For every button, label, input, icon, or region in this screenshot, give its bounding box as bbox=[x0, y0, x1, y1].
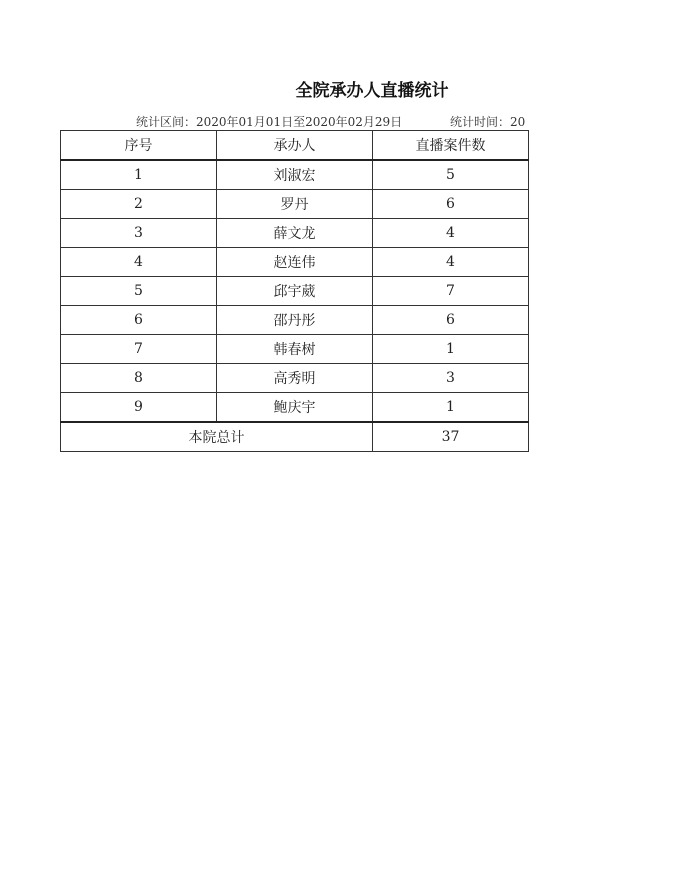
row-index-cell: 5 bbox=[61, 277, 217, 306]
handler-name-cell: 刘淑宏 bbox=[217, 160, 373, 190]
case-count-cell: 6 bbox=[373, 306, 529, 335]
total-count: 37 bbox=[373, 422, 529, 452]
case-count-cell: 4 bbox=[373, 248, 529, 277]
case-count-cell: 1 bbox=[373, 335, 529, 364]
row-index-cell: 7 bbox=[61, 335, 217, 364]
handler-name-cell: 邵丹彤 bbox=[217, 306, 373, 335]
table-row bbox=[61, 277, 529, 306]
table-row bbox=[61, 219, 529, 248]
handler-name-cell: 赵连伟 bbox=[217, 248, 373, 277]
table-row bbox=[61, 190, 529, 219]
column-header-index: 序号 bbox=[61, 131, 217, 161]
total-row bbox=[61, 422, 529, 452]
handler-name-cell: 邱宇葳 bbox=[217, 277, 373, 306]
case-count-cell: 3 bbox=[373, 364, 529, 393]
total-label: 本院总计 bbox=[61, 422, 373, 452]
table-row bbox=[61, 335, 529, 364]
case-count-cell: 4 bbox=[373, 219, 529, 248]
table-row bbox=[61, 248, 529, 277]
row-index-cell: 8 bbox=[61, 364, 217, 393]
case-count-cell: 7 bbox=[373, 277, 529, 306]
table-header-row bbox=[61, 131, 529, 161]
column-header-handler: 承办人 bbox=[217, 131, 373, 161]
table-row bbox=[61, 393, 529, 423]
table-row bbox=[61, 160, 529, 190]
row-index-cell: 2 bbox=[61, 190, 217, 219]
handler-name-cell: 高秀明 bbox=[217, 364, 373, 393]
handler-name-cell: 薛文龙 bbox=[217, 219, 373, 248]
row-index-cell: 1 bbox=[61, 160, 217, 190]
case-count-cell: 5 bbox=[373, 160, 529, 190]
statistics-table bbox=[60, 130, 529, 452]
stat-range-label: 统计区间：2020年01月01日至2020年02月29日 bbox=[136, 115, 403, 129]
handler-name-cell: 罗丹 bbox=[217, 190, 373, 219]
row-index-cell: 9 bbox=[61, 393, 217, 423]
handler-name-cell: 鲍庆宇 bbox=[217, 393, 373, 423]
column-header-case-count: 直播案件数 bbox=[373, 131, 529, 161]
table-row bbox=[61, 364, 529, 393]
stat-time-label: 统计时间：20 bbox=[450, 115, 526, 129]
page-title: 全院承办人直播统计 bbox=[295, 81, 449, 101]
table-row bbox=[61, 306, 529, 335]
table-body bbox=[61, 160, 529, 422]
case-count-cell: 1 bbox=[373, 393, 529, 423]
handler-name-cell: 韩春树 bbox=[217, 335, 373, 364]
row-index-cell: 4 bbox=[61, 248, 217, 277]
row-index-cell: 3 bbox=[61, 219, 217, 248]
row-index-cell: 6 bbox=[61, 306, 217, 335]
case-count-cell: 6 bbox=[373, 190, 529, 219]
